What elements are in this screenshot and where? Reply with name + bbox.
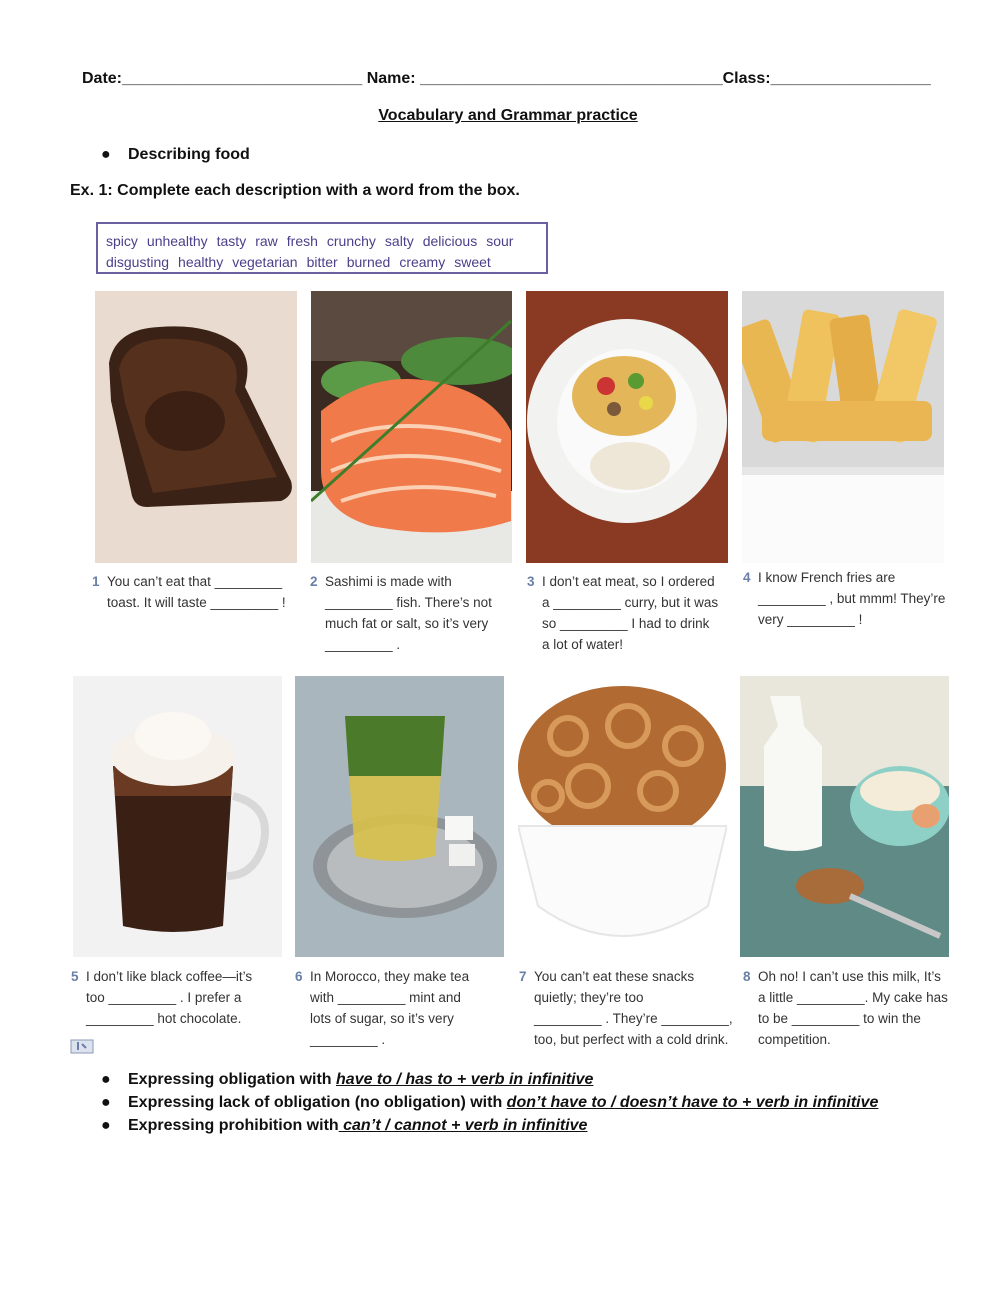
section-bullet-describing-food [101, 146, 250, 164]
item-number: 7 [519, 969, 527, 984]
item-caption-1 [92, 571, 286, 613]
caption-line: I don’t eat meat, so I ordered [542, 574, 715, 589]
header-fields-line: Date:___________________________ Name: __________________________________Class:__________________ [82, 70, 931, 87]
caption-line: lots of sugar, so it’s very [310, 1011, 454, 1026]
caption-line: a little _________. My cake has [758, 990, 948, 1005]
caption-line: very _________ ! [758, 612, 863, 627]
caption-line: _________ fish. There’s not [325, 595, 492, 610]
caption-line: _________ . They’re _________, [534, 1011, 733, 1026]
caption-line: quietly; they’re too [534, 990, 644, 1005]
caption-line: _________ hot chocolate. [86, 1011, 242, 1026]
word: healthy [178, 254, 224, 270]
page-corner-icon [70, 1036, 96, 1054]
caption-line: You can’t eat that _________ [107, 574, 283, 589]
caption-line: _________ . [310, 1032, 386, 1047]
grammar-bullet-no-obligation [101, 1094, 879, 1112]
photo-mint-tea [295, 676, 504, 957]
caption-line: much fat or salt, so it’s very [325, 616, 489, 631]
word: tasty [216, 233, 247, 249]
section-heading: Describing food [128, 146, 250, 163]
item-number: 4 [743, 570, 751, 585]
photo-hot-chocolate [73, 676, 282, 957]
item-number: 5 [71, 969, 79, 984]
grammar-lead: Expressing prohibition with [128, 1117, 339, 1134]
photo-milk-bottle [740, 676, 949, 957]
grammar-rule: can’t / cannot + verb in infinitive [338, 1117, 588, 1134]
page-title: Vocabulary and Grammar practice [378, 107, 638, 124]
photo-pretzels [518, 676, 727, 957]
caption-line: too _________ . I prefer a [86, 990, 242, 1005]
caption-line: Sashimi is made with [325, 574, 452, 589]
exercise-instruction: Ex. 1: Complete each description with a word from the box. [70, 182, 520, 199]
item-caption-8 [743, 966, 948, 1050]
word: raw [255, 233, 278, 249]
item-caption-6 [295, 966, 470, 1050]
item-caption-5 [71, 966, 253, 1029]
grammar-rule: don’t have to / doesn’t have to + verb in infinitive [506, 1094, 879, 1111]
word-box-row-1 [106, 231, 538, 252]
caption-line: with _________ mint and [310, 990, 461, 1005]
word: burned [346, 254, 391, 270]
word: salty [384, 233, 414, 249]
photo-vegetable-curry [526, 291, 728, 563]
caption-line: I know French fries are [758, 570, 896, 585]
item-caption-4 [743, 567, 946, 630]
caption-line: I don’t like black coffee—it’s [86, 969, 253, 984]
caption-line: to be _________ to win the [758, 1011, 921, 1026]
photo-sashimi [311, 291, 512, 563]
word: bitter [306, 254, 338, 270]
item-caption-3 [527, 571, 719, 655]
word: fresh [286, 233, 318, 249]
item-number: 3 [527, 574, 535, 589]
bullet-dot-icon: ● [101, 146, 111, 163]
caption-line: too, but perfect with a cold drink. [534, 1032, 729, 1047]
word: crunchy [326, 233, 376, 249]
caption-line: competition. [758, 1032, 831, 1047]
item-number: 6 [295, 969, 303, 984]
grammar-lead: Expressing lack of obligation (no obligation) with [128, 1094, 507, 1111]
caption-line: toast. It will taste _________ ! [107, 595, 286, 610]
bullet-dot-icon: ● [101, 1071, 111, 1088]
caption-line: a _________ curry, but it was [542, 595, 719, 610]
word: spicy [106, 233, 138, 249]
item-number: 8 [743, 969, 751, 984]
word: sour [486, 233, 514, 249]
bullet-dot-icon: ● [101, 1117, 111, 1134]
photo-french-fries [742, 291, 944, 563]
word: disgusting [106, 254, 170, 270]
word: creamy [399, 254, 446, 270]
word-box-row-2 [106, 252, 538, 273]
grammar-bullet-obligation [101, 1071, 594, 1089]
caption-line: Oh no! I can’t use this milk, It’s [758, 969, 941, 984]
grammar-bullet-prohibition [101, 1117, 588, 1135]
grammar-lead: Expressing obligation with [128, 1071, 337, 1088]
word-box [96, 222, 548, 274]
caption-line: _________ , but mmm! They’re [758, 591, 946, 606]
bullet-dot-icon: ● [101, 1094, 111, 1111]
caption-line: _________ . [325, 637, 401, 652]
word: sweet [454, 254, 491, 270]
caption-line: You can’t eat these snacks [534, 969, 695, 984]
grammar-rule: have to / has to + verb in infinitive [336, 1071, 594, 1088]
word: delicious [422, 233, 478, 249]
item-caption-7 [519, 966, 733, 1050]
word: vegetarian [232, 254, 298, 270]
item-number: 2 [310, 574, 318, 589]
caption-line: a lot of water! [542, 637, 624, 652]
caption-line: In Morocco, they make tea [310, 969, 470, 984]
caption-line: so _________ I had to drink [542, 616, 710, 631]
word: unhealthy [146, 233, 208, 249]
photo-burnt-toast [95, 291, 297, 563]
item-number: 1 [92, 574, 100, 589]
item-caption-2 [310, 571, 492, 655]
